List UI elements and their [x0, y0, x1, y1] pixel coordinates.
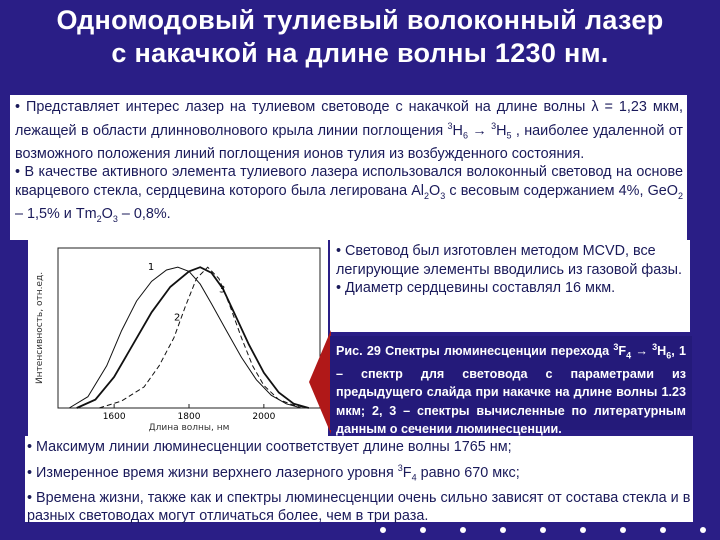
decorative-dots [380, 527, 710, 537]
paragraph-glass-composition: • Времена жизни, также как и спектры люминесценции очень сильно зависят от состава стекла и в разных световодах могут отличаться более, чем в три раза. [27, 489, 691, 525]
x-axis-label: Длина волны, нм [148, 423, 230, 433]
bottom-text [27, 438, 691, 528]
dot-icon [620, 527, 626, 533]
series-label-3: 3 [218, 284, 226, 296]
series-label-2: 2 [174, 312, 181, 324]
luminescence-chart [28, 240, 328, 436]
x-tick-label: 2000 [252, 412, 276, 422]
right-text [330, 240, 690, 332]
paragraph-max-line: • Максимум линии люминесценции соответствует длине волны 1765 нм; [27, 439, 512, 455]
series-label-1: 1 [147, 262, 155, 274]
paragraph-lifetime: • Измеренное время жизни верхнего лазерного уровня $^3F_4$ равно 670 мкс; [27, 462, 520, 483]
paragraph-active-element: • В качестве активного элемента тулиевого лазера использовался волоконный световод на основе кварцевого стекла, сердцевина которого была легирована $Al_2O_3$ с весовым содержанием 4%, GeO$_2$ – 1,5% и $Tm_2O_3 - 0,8\%$. [15, 164, 683, 224]
y-axis-label: Интенсивность, отн.ед. [35, 271, 45, 385]
figure-caption: Рис. 29 Спектры люминесценции перехода $^3F_4 \to ^3H_6$, 1 – спектр для световода с параметрами из предыдущего слайда при накачке на длине волны 1.23 мкм; 2, 3 – спектры вычисленные по литературным данным о сечении люминесценции. [330, 336, 692, 430]
caption-arrow-icon [309, 330, 331, 434]
series-line-1 [69, 267, 301, 408]
dot-icon [420, 527, 426, 533]
dot-icon [700, 527, 706, 533]
dot-icon [580, 527, 586, 533]
x-tick-label: 1600 [102, 412, 126, 422]
title-line-2: с накачкой на длине волны 1230 нм. [111, 38, 609, 68]
dot-icon [660, 527, 666, 533]
slide-title [0, 4, 720, 70]
dot-icon [540, 527, 546, 533]
series-line-3 [99, 267, 309, 408]
x-tick-label: 1800 [177, 412, 201, 422]
dot-icon [460, 527, 466, 533]
paragraph-core-diameter: • Диаметр сердцевины составлял 16 мкм. [336, 280, 616, 296]
paragraph-pump: • Представляет интерес лазер на тулиевом световоде с накачкой на длине волны λ = 1,23 мкм, лежащей в области длинноволнового крыла линии поглощения $^3H_6 \to ^3H_5$ , наиболее удаленной от возможного положения линий поглощения ионов тулия из возбужденного состояния. [15, 99, 684, 162]
dot-icon [500, 527, 506, 533]
paragraph-mcvd: • Световод был изготовлен методом MCVD, все легирующие элементы вводились из газовой фазы. [336, 243, 682, 278]
title-line-1: Одномодовый тулиевый волоконный лазер [56, 5, 664, 35]
dot-icon [380, 527, 386, 533]
top-text [15, 98, 683, 228]
chart-svg [28, 240, 328, 436]
